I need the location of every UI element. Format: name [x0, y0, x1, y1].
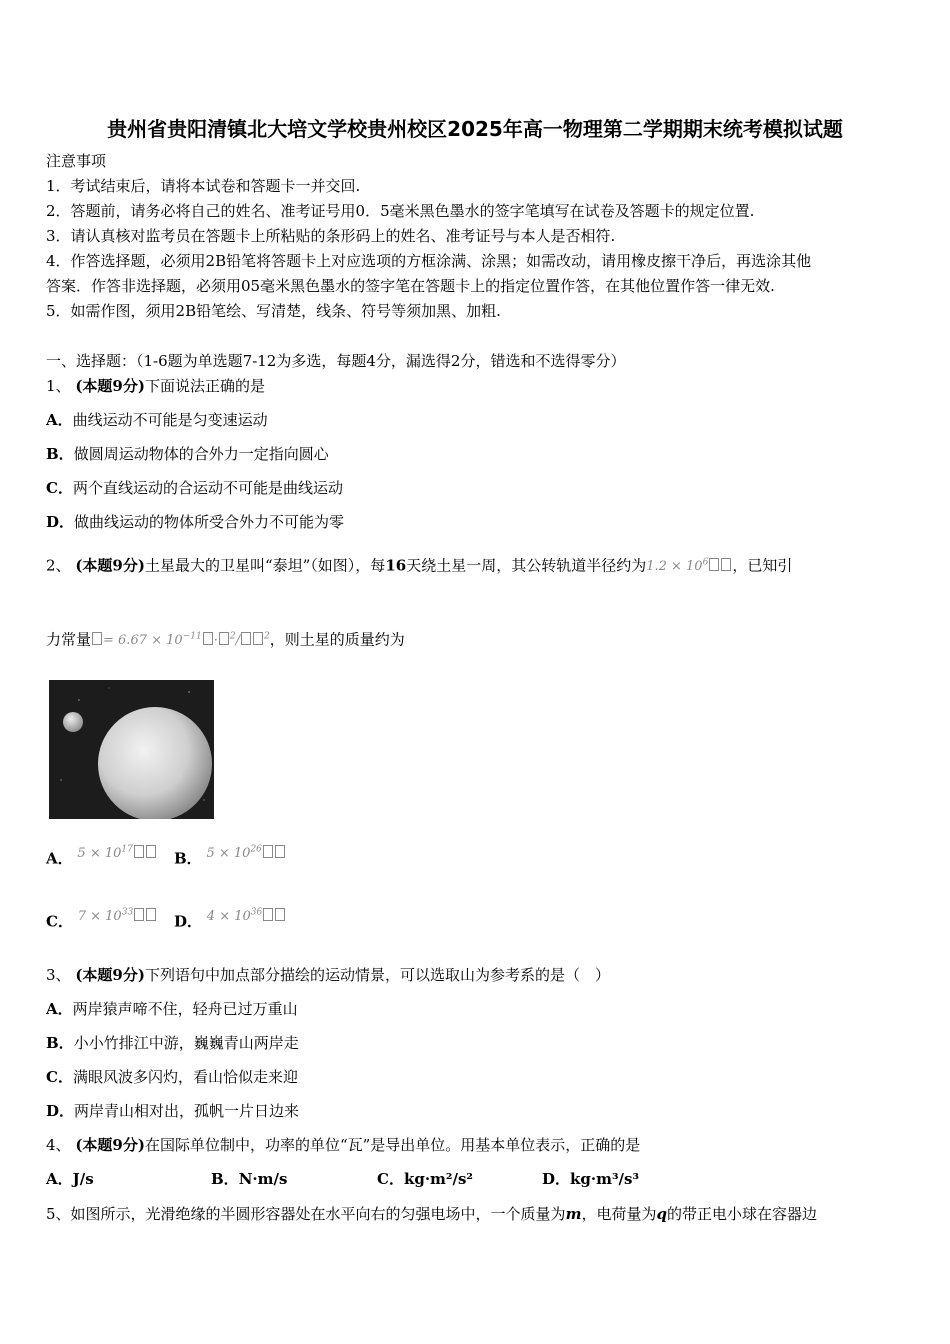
question-score: (本题9分) — [75, 377, 145, 395]
option-label: B． — [46, 1034, 74, 1052]
option-text: 两岸青山相对出，孤帆一片日边来 — [74, 1102, 300, 1120]
q2-option-d — [174, 909, 286, 933]
option-exponent: 33 — [121, 908, 134, 918]
unit-placeholder-icon — [253, 632, 263, 645]
saturn-titan-image — [49, 680, 214, 819]
saturn-illustration — [49, 680, 214, 819]
question-score: (本题9分) — [75, 1136, 145, 1154]
question-text: ，已知引 — [732, 556, 793, 575]
notice-item: 4．作答选择题，必须用2B铅笔将答题卡上对应选项的方框涂满、涂黑；如需改动，请用橡皮擦干净后，再选涂其他 — [46, 252, 812, 270]
q1-option-d — [46, 512, 344, 532]
q4-option-d — [542, 1169, 639, 1189]
days-value: 16 — [385, 556, 407, 575]
option-formula — [207, 909, 286, 924]
radius-formula — [646, 559, 732, 574]
option-text: kg·m²/s² — [403, 1170, 473, 1188]
unit-dot: · — [213, 633, 218, 649]
question-text: ，则土星的质量约为 — [269, 630, 405, 649]
option-label: B． — [46, 445, 74, 463]
option-value: 5 × 10 — [77, 846, 122, 862]
question-number: 3、 — [46, 966, 71, 984]
option-label: C． — [377, 1170, 404, 1188]
q1-option-c — [46, 478, 343, 498]
option-value: 5 × 10 — [206, 846, 251, 862]
notice-item: 5．如需作图，须用2B铅笔绘、写清楚，线条、符号等须加黑、加粗. — [46, 302, 501, 320]
q3-option-b — [46, 1033, 299, 1053]
saturn-planet — [98, 707, 212, 819]
option-label: A． — [46, 411, 73, 429]
titan-moon — [63, 712, 83, 732]
question-2-cont — [46, 627, 405, 651]
option-label: C． — [46, 479, 73, 497]
notice-item: 1．考试结束后，请将本试卷和答题卡一并交回. — [46, 177, 361, 195]
unit-placeholder-icon — [146, 908, 156, 921]
question-text: 土星最大的卫星叫“泰坦”（如图），每 — [144, 556, 386, 575]
unit-placeholder-icon — [219, 632, 229, 645]
option-text: N·m/s — [238, 1170, 288, 1188]
unit-placeholder-icon — [721, 558, 731, 571]
option-exponent: 36 — [250, 908, 263, 918]
unit-placeholder-icon — [263, 908, 273, 921]
g-exponent: −11 — [182, 632, 202, 642]
option-text: kg·m³/s³ — [570, 1170, 640, 1188]
q2-option-b — [174, 846, 286, 870]
notice-item: 3．请认真核对监考员在答题卡上所粘贴的条形码上的姓名、准考证号与本人是否相符. — [46, 227, 616, 245]
question-1 — [46, 376, 265, 396]
option-label: A． — [46, 1170, 73, 1188]
unit-placeholder-icon — [241, 632, 251, 645]
option-label: B． — [174, 849, 202, 868]
option-label: C． — [46, 912, 73, 931]
question-score: (本题9分) — [75, 556, 145, 575]
question-text: 天绕土星一周，其公转轨道半径约为 — [406, 556, 647, 575]
option-text: 两个直线运动的合运动不可能是曲线运动 — [72, 479, 343, 497]
notice-item: 2．答题前，请务必将自己的姓名、准考证号用0．5毫米黑色墨水的签字笔填写在试卷及答题卡的规定位置. — [46, 202, 755, 220]
question-text: 下列语句中加点部分描绘的运动情景，可以选取山为参考系的是（ ） — [144, 966, 610, 984]
question-text: 如图所示，光滑绝缘的半圆形容器处在水平向右的匀强电场中，一个质量为 — [70, 1205, 566, 1223]
option-label: D． — [46, 1102, 75, 1120]
option-label: A． — [46, 1000, 73, 1018]
option-label: A． — [46, 849, 73, 868]
unit-placeholder-icon — [709, 558, 719, 571]
option-formula — [78, 909, 157, 924]
q1-option-b — [46, 444, 329, 464]
option-label: C． — [46, 1068, 73, 1086]
question-score: (本题9分) — [75, 966, 145, 984]
option-formula — [206, 846, 285, 861]
question-number: 2、 — [46, 556, 71, 575]
option-text: 做曲线运动的物体所受合外力不可能为零 — [74, 513, 345, 531]
unit-exponent: 2 — [229, 632, 236, 642]
question-number: 5、 — [46, 1205, 71, 1223]
option-text: 曲线运动不可能是匀变速运动 — [72, 411, 268, 429]
unit-placeholder-icon — [203, 632, 213, 645]
unit-placeholder-icon — [275, 908, 285, 921]
q4-option-c — [377, 1169, 473, 1189]
option-exponent: 26 — [250, 845, 262, 855]
question-text: 的带正电小球在容器边 — [666, 1205, 817, 1223]
unit-slash: / — [235, 633, 240, 649]
unit-placeholder-icon — [275, 845, 285, 858]
option-text: 做圆周运动物体的合外力一定指向圆心 — [73, 445, 329, 463]
q3-option-c — [46, 1067, 298, 1087]
unit-placeholder-icon — [146, 845, 156, 858]
question-2 — [46, 553, 792, 577]
option-value: 4 × 10 — [206, 909, 251, 925]
q1-option-a — [46, 410, 268, 430]
option-label: B． — [211, 1170, 239, 1188]
charge-symbol: q — [656, 1205, 667, 1223]
unit-placeholder-icon — [263, 845, 273, 858]
symbol-placeholder-icon — [92, 632, 102, 645]
page-title: 贵州省贵阳清镇北大培文学校贵州校区2025年高一物理第二学期期末统考模拟试题 — [107, 117, 843, 141]
gravity-constant-formula — [91, 633, 270, 648]
question-text: 在国际单位制中，功率的单位“瓦”是导出单位。用基本单位表示，正确的是 — [144, 1136, 641, 1154]
notice-item: 答案．作答非选择题，必须用05毫米黑色墨水的签字笔在答题卡上的指定位置作答，在其他位置作答一律无效. — [46, 277, 775, 295]
question-5 — [46, 1204, 817, 1224]
q2-option-a — [46, 846, 157, 870]
q3-option-d — [46, 1101, 299, 1121]
q3-option-a — [46, 999, 298, 1019]
q4-option-a — [46, 1169, 94, 1189]
option-text: 两岸猿声啼不住，轻舟已过万重山 — [72, 1000, 298, 1018]
q2-option-c — [46, 909, 157, 933]
option-label: D． — [46, 513, 75, 531]
unit-exponent: 2 — [263, 632, 270, 642]
option-text: 满眼风波多闪灼，看山恰似走来迎 — [72, 1068, 298, 1086]
g-value: = 6.67 × 10 — [103, 633, 183, 649]
radius-exponent: 6 — [702, 558, 709, 568]
question-4 — [46, 1135, 640, 1155]
option-value: 7 × 10 — [77, 909, 122, 925]
question-number: 1、 — [46, 377, 71, 395]
option-label: D． — [542, 1170, 571, 1188]
question-number: 4、 — [46, 1136, 71, 1154]
unit-placeholder-icon — [134, 845, 144, 858]
question-text: 力常量 — [46, 630, 92, 649]
question-text: ，电荷量为 — [581, 1205, 657, 1223]
question-3 — [46, 965, 610, 985]
section-heading: 一、选择题：（1-6题为单选题7-12为多选，每题4分，漏选得2分，错选和不选得零分） — [46, 352, 626, 370]
option-exponent: 17 — [121, 845, 133, 855]
q4-option-b — [211, 1169, 287, 1189]
notice-heading: 注意事项 — [46, 152, 107, 170]
option-text: 小小竹排江中游，巍巍青山两岸走 — [73, 1034, 299, 1052]
option-label: D． — [174, 912, 203, 931]
radius-value: 1.2 × 10 — [646, 559, 703, 575]
option-formula — [77, 846, 156, 861]
mass-symbol: m — [565, 1205, 582, 1223]
unit-placeholder-icon — [134, 908, 144, 921]
option-text: J/s — [72, 1170, 94, 1188]
question-text: 下面说法正确的是 — [144, 377, 265, 395]
